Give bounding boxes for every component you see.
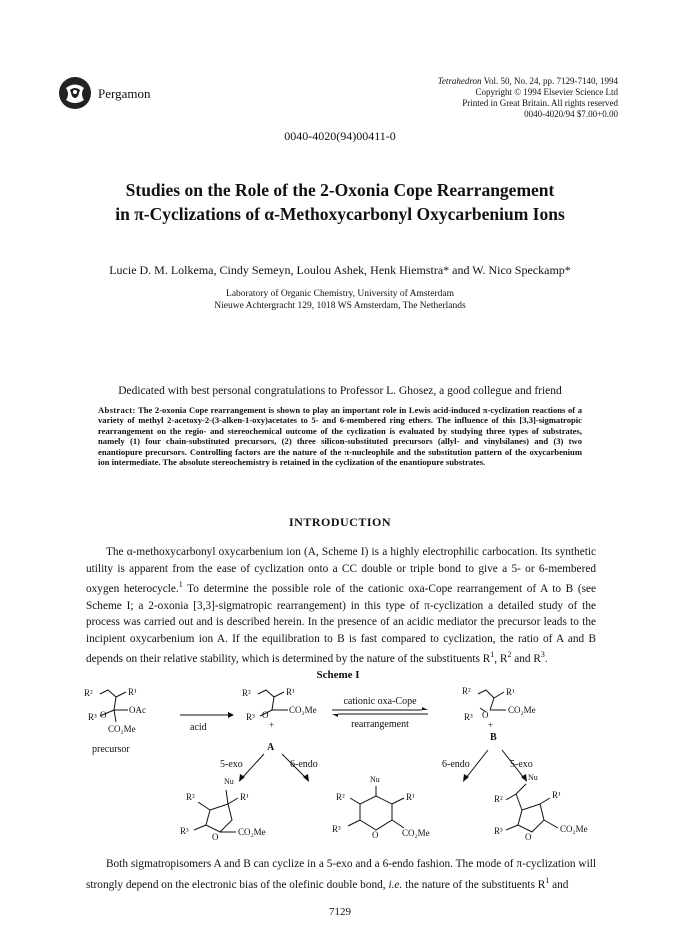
p3-r1: R¹: [552, 790, 561, 800]
b-r2: R²: [462, 686, 471, 696]
rearrangement-label: rearrangement: [351, 719, 409, 730]
b-o: O: [482, 710, 489, 720]
intro-paragraph-2: [86, 856, 596, 893]
b-plus: +: [488, 720, 494, 730]
p1-text-a: The α-methoxycarbonyl oxycarbenium ion (A, Scheme I) is a highly electrophilic carbocation. Its synthetic utility is apparent from the ease of cyclization onto a CC double or triple bond to give a 5- or 6-membered oxygen heterocycle.: [86, 546, 596, 595]
p1-text-f: and R: [511, 653, 541, 666]
p1-o: O: [212, 832, 219, 842]
abstract: [98, 405, 582, 467]
precursor-co2me: CO₂Me: [108, 724, 136, 734]
p2-text-a: Both sigmatropisomers A and B can cyclize in a 5-exo and a 6-endo fashion. The mode of π-cyclization will strongly depend on the electronic bias of the olefinic double bond,: [86, 858, 596, 891]
p2-r1: R¹: [406, 792, 415, 802]
abstract-text: The 2-oxonia Cope rearrangement is shown to play an important role in Lewis acid-induced π-cyclization reactions of a variety of methyl 2-acetoxy-2-(3-alken-1-oxy)acetates to 5- and 6-membered ring ethers. The influence of this [3,3]-sigmatropic rearrangement on the regio- and stereochemical outcome of the cyclization is evaluated by studying three types of substrates, namely (1) four chain-substituted precursors, (2) three silicon-substituted precursors (allyl- and vinylsilanes) and (3) two enantiopure precursors. Controlling factors are the nature of the π-nucleophile and the substitution pattern of the oxycarbenium ion intermediate. The absolute stereochemistry is retained in the cyclization of the enantiopure substrates.: [98, 405, 582, 468]
p3-nu: Nu: [528, 773, 538, 782]
precursor-oac: OAc: [129, 705, 146, 715]
product-b-5exo: [494, 773, 588, 842]
price-code: 0040-4020/94 $7.00+0.00: [524, 109, 618, 119]
precursor-r3: R³: [88, 712, 97, 722]
scheme-1: [70, 670, 610, 850]
acid-label: acid: [190, 722, 207, 733]
p2-text-d: and: [549, 878, 569, 891]
p2-nu: Nu: [370, 775, 380, 784]
b-r1: R¹: [506, 687, 515, 697]
p3-o: O: [525, 832, 532, 842]
p3-r2: R²: [494, 794, 503, 804]
dedication: Dedicated with best personal congratulations to Professor L. Ghosez, a good collegue and friend: [118, 385, 562, 397]
copyright-line: Copyright © 1994 Elsevier Science Ltd: [475, 87, 618, 97]
p1-sup-1: 1: [490, 650, 495, 660]
cation-b-structure: [462, 686, 536, 743]
a-plus: +: [269, 720, 275, 730]
arrow-a-5exo: [242, 754, 264, 778]
intro-paragraph-1: [86, 544, 596, 668]
affiliation: [40, 288, 640, 312]
b-r3: R³: [464, 712, 473, 722]
p2-co2me: CO₂Me: [402, 828, 430, 838]
affiliation-line-1: Laboratory of Organic Chemistry, University of Amsterdam: [226, 289, 454, 299]
b-co2me: CO₂Me: [508, 705, 536, 715]
printed-line: Printed in Great Britain. All rights reserved: [462, 98, 618, 108]
article-code: 0040-4020(94)00411-0: [284, 129, 396, 143]
journal-name: Tetrahedron: [437, 76, 482, 86]
article-title: [40, 178, 640, 226]
p3-r3: R³: [494, 826, 503, 836]
p2-r2: R²: [336, 792, 345, 802]
b-6endo-label: 6-endo: [442, 759, 470, 770]
publisher-name: Pergamon: [98, 86, 151, 101]
abstract-label: Abstract:: [98, 405, 136, 415]
precursor-r1: R¹: [128, 687, 137, 697]
label-b: B: [490, 732, 497, 743]
precursor-structure: [84, 687, 146, 755]
p2-text-b: the nature of the substituents R: [402, 878, 546, 891]
a-r3: R³: [246, 712, 255, 722]
p1-r3: R³: [180, 826, 189, 836]
p1-sup-3: 3: [540, 650, 545, 660]
title-line-1: Studies on the Role of the 2-Oxonia Cope Rearrangement: [125, 180, 555, 200]
p1-text-b: To determine the possible role of the cationic oxa-Cope rearrangement of A to B (see Scheme I; a 2-oxonia [3,3]-sigmatropic rearrangement) in this type of π-cyclization a detailed study of the process was carried out and is described herein. In the presence of an acidic mediator the precursor leads to the incipient oxycarbenium ion A. If the equilibration to B is fast compared to cyclization, the ratio of A and B depends on their relative stability, which is determined by the nature of the substituents R: [86, 582, 597, 666]
affiliation-line-2: Nieuwe Achtergracht 129, 1018 WS Amsterdam, The Netherlands: [214, 301, 466, 311]
p1-text-d: , R: [494, 653, 508, 666]
p3-co2me: CO₂Me: [560, 824, 588, 834]
p2-ie: i.e.: [388, 878, 403, 891]
authors: Lucie D. M. Lolkema, Cindy Semeyn, Loulou Ashek, Henk Hiemstra* and W. Nico Speckamp*: [109, 263, 571, 277]
p1-sup-2: 2: [507, 650, 512, 660]
a-co2me: CO₂Me: [289, 705, 317, 715]
page-number: 7129: [329, 906, 351, 918]
section-heading-introduction: INTRODUCTION: [288, 515, 391, 529]
p1-text-h: .: [544, 653, 548, 666]
cope-label: cationic oxa-Cope: [343, 696, 417, 707]
a-r2: R²: [242, 688, 251, 698]
a-r1: R¹: [286, 687, 295, 697]
p1-r2: R²: [186, 792, 195, 802]
a-o: O: [262, 710, 269, 720]
label-a: A: [267, 742, 275, 753]
precursor-o: O: [100, 710, 107, 720]
a-5exo-label: 5-exo: [220, 759, 243, 770]
journal-info: [438, 76, 618, 120]
a-6endo-label: 6-endo: [290, 759, 318, 770]
p2-sup-1: 1: [545, 875, 550, 885]
b-5exo-label: 5-exo: [510, 759, 533, 770]
product-a-5exo: [180, 777, 266, 842]
journal-volume: Vol. 50, No. 24, pp. 7129-7140, 1994: [481, 76, 618, 86]
p2-r3: R³: [332, 824, 341, 834]
pergamon-logo: [58, 76, 92, 110]
p1-r1: R¹: [240, 792, 249, 802]
product-a-6endo: [332, 775, 430, 840]
reference-1: 1: [178, 580, 183, 590]
precursor-r2: R²: [84, 688, 93, 698]
title-line-2: in π-Cyclizations of α-Methoxycarbonyl Oxycarbenium Ions: [115, 204, 565, 224]
p2-o: O: [372, 830, 379, 840]
precursor-label: precursor: [92, 744, 130, 755]
p1-nu: Nu: [224, 777, 234, 786]
scheme-title: Scheme I: [316, 670, 360, 681]
p1-co2me: CO₂Me: [238, 827, 266, 837]
cation-a-structure: [242, 687, 317, 753]
